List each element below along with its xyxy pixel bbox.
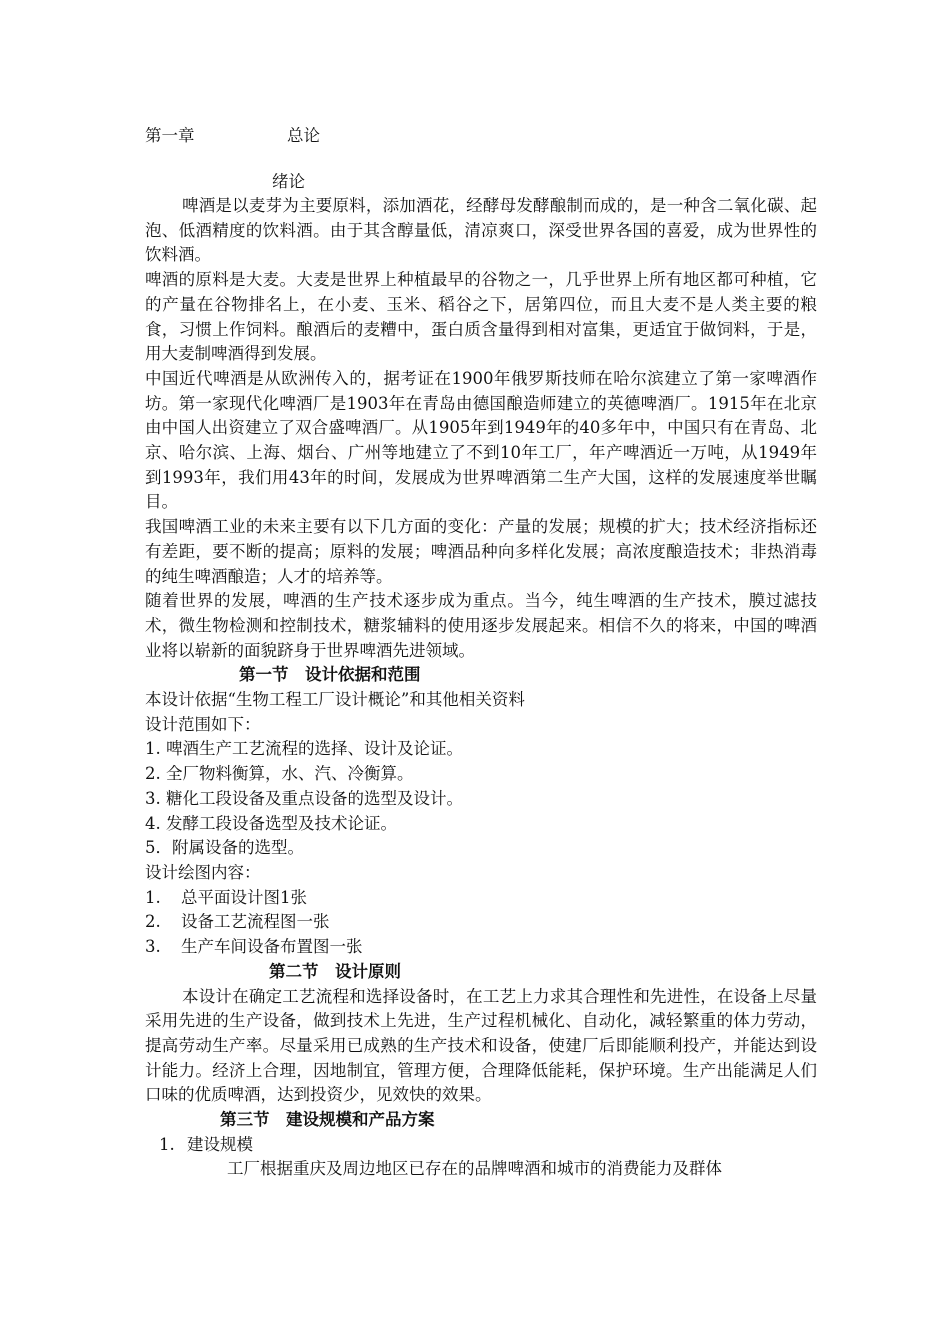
scale-paragraph: 工厂根据重庆及周边地区已存在的品牌啤酒和城市的消费能力及群体 [227, 1159, 722, 1179]
list-text: 生产车间设备布置图一张 [181, 937, 363, 957]
list-number: 1. [145, 887, 161, 907]
intro-paragraph: 啤酒是以麦芽为主要原料，添加酒花，经酵母发酵酿制而成的，是一种含二氧化碳、起泡、低酒精度的饮料酒。由于其含醇量低，清凉爽口，深受世界各国的喜爱，成为世界性的饮料酒。 [145, 196, 817, 265]
list-item [145, 910, 817, 935]
section-3-heading: 第三节 建设规模和产品方案 [220, 1110, 435, 1130]
list-item: 4. 发酵工段设备选型及技术论证。 [145, 813, 397, 833]
list-item: 2. 全厂物料衡算，水、汽、冷衡算。 [145, 764, 414, 784]
list-number: 1. [159, 1134, 175, 1154]
list-item [145, 886, 817, 911]
list-number: 3. [145, 937, 161, 957]
list-item: 5．附属设备的选型。 [145, 838, 304, 858]
chapter-title: 总论 [287, 126, 320, 145]
intro-paragraph: 中国近代啤酒是从欧洲传入的，据考证在1900年俄罗斯技师在哈尔滨建立了第一家啤酒作坊。第一家现代化啤酒厂是1903年在青岛由德国酿造师建立的英德啤酒厂。1915年在北京由中国人出资建立了双合盛啤酒厂。从1905年到1949年的40多年中，中国只有在青岛、北京、哈尔滨、上海、烟台、广州等地建立了不到10年工厂，年产啤酒近一万吨，从1949年到1993年，我们用43年的时间，发展成为世界啤酒第二生产大国，这样的发展速度举世瞩目。 [145, 368, 817, 512]
scale-label: 建设规模 [187, 1134, 253, 1154]
list-item [145, 935, 817, 960]
intro-paragraph: 我国啤酒工业的未来主要有以下几方面的变化：产量的发展；规模的扩大；技术经济指标还有差距，要不断的提高；原料的发展；啤酒品种向多样化发展；高浓度酿造技术；非热消毒的纯生啤酒酿造；人才的培养等。 [145, 517, 817, 586]
chapter-number: 第一章 [145, 126, 195, 145]
list-item: 1. 啤酒生产工艺流程的选择、设计及论证。 [145, 739, 463, 759]
scope-label: 设计范围如下： [145, 714, 261, 734]
document-page [145, 124, 817, 1182]
intro-title: 绪论 [272, 172, 305, 191]
list-text: 设备工艺流程图一张 [181, 912, 330, 932]
design-principle-paragraph: 本设计在确定工艺流程和选择设备时，在工艺上力求其合理性和先进性，在设备上尽量采用先进的生产设备，做到技术上先进，生产过程机械化、自动化，减轻繁重的体力劳动，提高劳动生产率。尽量采用已成熟的生产技术和设备，使建厂后即能顺利投产，并能达到设计能力。经济上合理，因地制宜，管理方便，合理降低能耗，保护环境。生产出能满足人们口味的优质啤酒，达到投资少，见效快的效果。 [145, 986, 817, 1105]
list-text: 总平面设计图1张 [181, 887, 307, 907]
intro-paragraph: 啤酒的原料是大麦。大麦是世界上种植最早的谷物之一，几乎世界上所有地区都可种植，它的产量在谷物排名上，在小麦、玉米、稻谷之下，居第四位，而且大麦不是人类主要的粮食，习惯上作饲料。酿酒后的麦糟中，蛋白质含量得到相对富集，更适宜于做饲料，于是，用大麦制啤酒得到发展。 [145, 270, 817, 364]
intro-paragraph: 随着世界的发展，啤酒的生产技术逐步成为重点。当今，纯生啤酒的生产技术，膜过滤技术，微生物检测和控制技术，糖浆辅料的使用逐步发展起来。相信不久的将来，中国的啤酒业将以崭新的面貌跻身于世界啤酒先进领域。 [145, 591, 817, 660]
scale-item [145, 1133, 817, 1158]
section-2-heading: 第二节 设计原则 [269, 961, 401, 981]
chapter-heading [145, 124, 817, 148]
drawing-list [145, 886, 817, 960]
drawing-label: 设计绘图内容： [145, 862, 261, 882]
section-1-heading: 第一节 设计依据和范围 [239, 665, 421, 685]
design-basis: 本设计依据“生物工程工厂设计概论”和其他相关资料 [145, 690, 525, 710]
scope-list [145, 737, 817, 861]
list-item: 3. 糖化工段设备及重点设备的选型及设计。 [145, 788, 463, 808]
list-number: 2. [145, 912, 161, 932]
